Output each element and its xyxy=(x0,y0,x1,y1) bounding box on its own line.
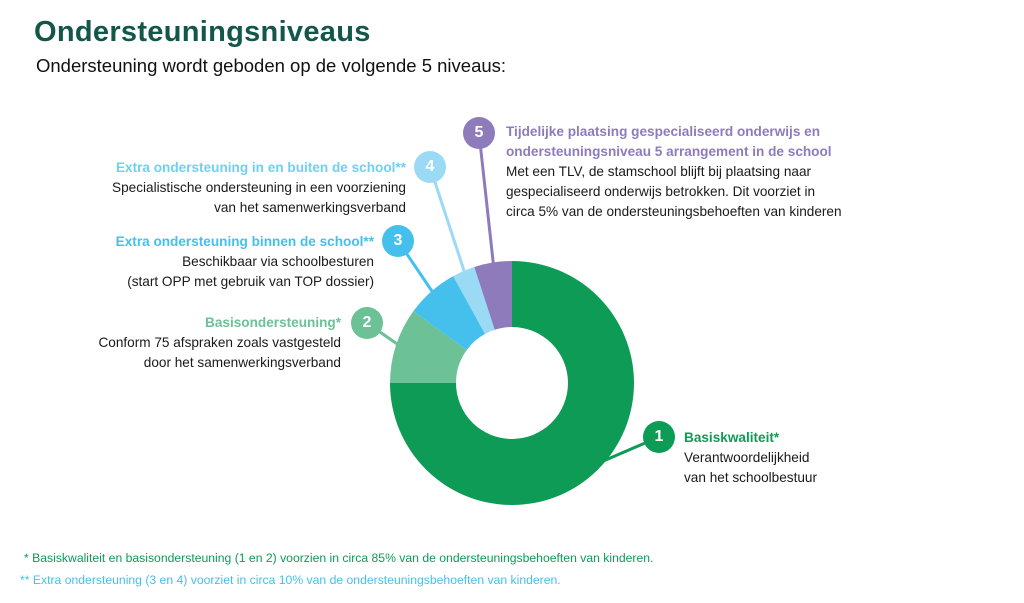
level-3-line-1: Beschikbaar via schoolbesturen xyxy=(182,254,374,269)
page-title: Ondersteuningsniveaus xyxy=(34,16,371,48)
level-4-badge: 4 xyxy=(414,151,446,183)
level-1-line-1: Verantwoordelijkheid xyxy=(684,450,810,465)
level-1-label xyxy=(684,428,817,488)
level-2-label xyxy=(98,313,341,373)
page-subtitle: Ondersteuning wordt geboden op de volgende 5 niveaus: xyxy=(36,55,507,76)
level-2-heading: Basisondersteuning* xyxy=(205,315,341,330)
level-3-label xyxy=(116,232,374,292)
level-3-badge: 3 xyxy=(382,225,414,257)
level-2-line-1: Conform 75 afspraken zoals vastgesteld xyxy=(98,335,341,350)
level-5-line-2: gespecialiseerd onderwijs betrokken. Dit voorziet in xyxy=(506,184,816,199)
level-2-line-2: door het samenwerkingsverband xyxy=(143,355,341,370)
leader-line-4 xyxy=(430,167,466,277)
level-5-heading-line-1: Tijdelijke plaatsing gespecialiseerd onderwijs en xyxy=(506,124,821,139)
level-5-line-1: Met een TLV, de stamschool blijft bij plaatsing naar xyxy=(506,164,812,179)
footnote-single: * Basiskwaliteit en basisondersteuning (1 en 2) voorzien in circa 85% van de ondersteuningsbehoeften van kinderen. xyxy=(24,551,654,565)
level-1-heading: Basiskwaliteit* xyxy=(684,430,780,445)
level-1-line-2: van het schoolbestuur xyxy=(684,470,818,485)
level-5-badge: 5 xyxy=(463,117,495,149)
level-2-badge: 2 xyxy=(351,307,383,339)
level-3-line-2: (start OPP met gebruik van TOP dossier) xyxy=(127,274,374,289)
level-5-line-3: circa 5% van de ondersteuningsbehoeften van kinderen xyxy=(506,204,842,219)
level-4-label xyxy=(112,158,406,218)
level-3-heading: Extra ondersteuning binnen de school** xyxy=(115,234,374,249)
level-4-line-2: van het samenwerkingsverband xyxy=(214,200,406,215)
level-5-label xyxy=(506,122,842,222)
leader-line-5 xyxy=(479,133,494,268)
level-4-heading: Extra ondersteuning in en buiten de school** xyxy=(115,160,406,175)
level-4-line-1: Specialistische ondersteuning in een voorziening xyxy=(112,180,406,195)
level-5-heading-line-2: ondersteuningsniveau 5 arrangement in de school xyxy=(506,144,832,159)
footnote-double: ** Extra ondersteuning (3 en 4) voorziet in circa 10% van de ondersteuningsbehoeften van kinderen. xyxy=(20,573,561,587)
level-1-badge: 1 xyxy=(643,421,675,453)
